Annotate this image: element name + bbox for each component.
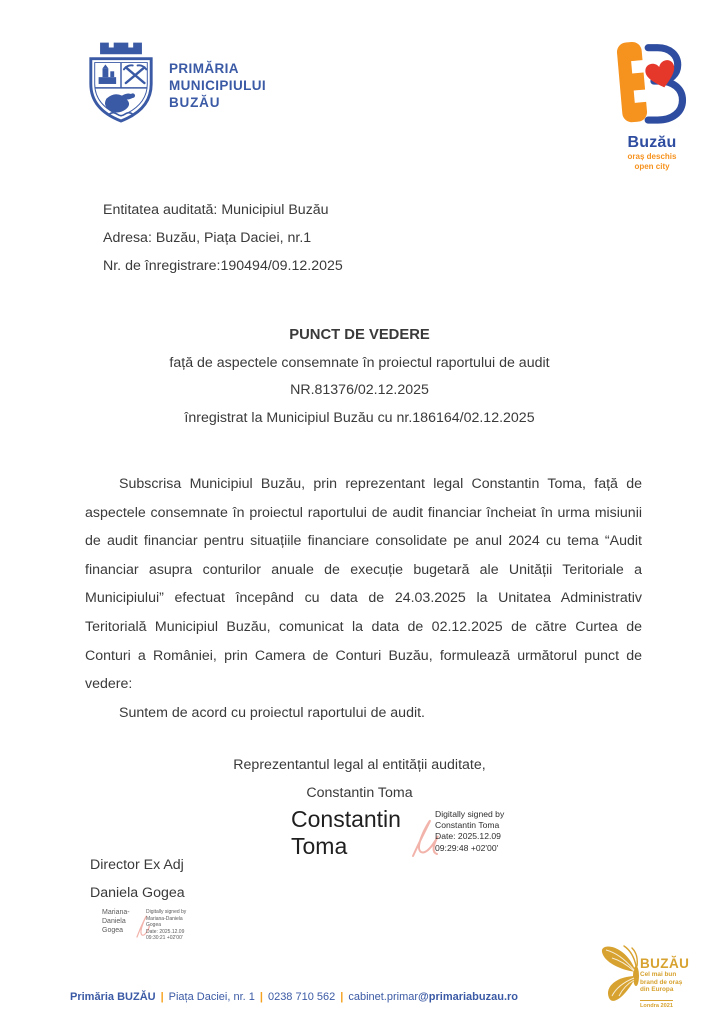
title-subline-2: NR.81376/02.12.2025	[290, 382, 429, 398]
logo-tagline-ro: oraș deschis	[627, 152, 677, 161]
title-subline-3: înregistrat la Municipiul Buzău cu nr.186164/02.12.2025	[184, 409, 535, 426]
agreement-line: Suntem de acord cu proiectul raportului de audit.	[119, 704, 426, 721]
director-role: Director Ex Adj	[90, 857, 184, 873]
main-paragraph: Subscrisa Municipiul Buzău, prin reprezentant legal Constantin Toma, față de aspectele consemnate în proiectul raportului de audit financiar încheiat în urma misiunii de audit financiar pentru situațiile financiare consolidate pe anul 2024 cu tema “Audit financiar asupra conturilor anuale de execuție bugetară ale Unității Teritoriale a Municipiului” efectuat începând cu data de 24.03.2025 la Unitatea Administrativ Teritorială Municipiul Buzău, comunicat la data de 02.12.2025 de către Curtea de Conturi a României, prin Camera de Conturi Buzău, formulează următorul punct de vedere:	[85, 476, 642, 693]
logo-tagline-en: open city	[634, 161, 670, 171]
logo-city-name: Buzău	[627, 134, 677, 151]
signature-big-name: Constantin Toma	[291, 806, 401, 859]
representative-name: Constantin Toma	[306, 784, 413, 801]
award-title: BUZĂU	[640, 956, 690, 971]
coat-of-arms-icon	[84, 40, 158, 131]
b-heart-logo-icon	[612, 115, 692, 132]
representative-block	[0, 752, 719, 807]
registration-line: Nr. de înregistrare:190494/09.12.2025	[103, 258, 343, 274]
page-footer	[70, 991, 518, 1003]
logo-text-line2: MUNICIPIULUI	[169, 78, 267, 93]
footer-separator: |	[160, 991, 164, 1003]
award-year: Londra 2021	[640, 1000, 673, 1009]
document-title: PUNCT DE VEDERE	[289, 327, 430, 343]
document-meta	[103, 196, 343, 280]
logo-text-line3: BUZĂU	[169, 95, 221, 110]
footer-address: Piața Daciei, nr. 1	[168, 991, 255, 1003]
primaria-buzau-logo	[84, 40, 266, 131]
representative-line: Reprezentantul legal al entității auditate,	[233, 757, 486, 773]
digital-signature-gogea	[102, 908, 186, 943]
footer-email: cabinet.primar@primariabuzau.ro	[348, 991, 518, 1003]
document-title-block	[0, 322, 719, 432]
signature-details: Digitally signed by Constantin Toma Date: 2025.12.09 09:29:48 +02'00'	[435, 809, 505, 853]
footer-separator: |	[340, 991, 344, 1003]
footer-separator: |	[259, 991, 263, 1003]
logo-text-line1: PRIMĂRIA	[169, 61, 239, 76]
award-text: BUZĂU Cel mai bun brand de oraș din Europa Londra 2021	[640, 956, 690, 1009]
footer-brand: Primăria BUZĂU	[70, 991, 156, 1003]
tiny-signature-details: Digitally signed by Mariana-Daniela Gogea Date: 2025.12.09 09:30:21 +02'00'	[146, 909, 187, 942]
address-line: Adresa: Buzău, Piața Daciei, nr.1	[103, 230, 312, 246]
audited-entity-line: Entitatea auditată: Municipiul Buzău	[103, 202, 329, 218]
footer-phone: 0238 710 562	[267, 991, 336, 1003]
digital-signature-toma	[291, 806, 504, 865]
tiny-signature-name: Mariana- Daniela Gogea	[102, 909, 130, 934]
director-signature-block	[90, 857, 186, 943]
director-name: Daniela Gogea	[90, 885, 185, 901]
title-subline-1: față de aspectele consemnate în proiectul raportului de audit	[169, 354, 550, 371]
butterfly-icon	[592, 936, 644, 1019]
document-body	[85, 470, 642, 727]
buzau-open-city-logo	[608, 36, 696, 171]
award-logo	[592, 936, 689, 1019]
